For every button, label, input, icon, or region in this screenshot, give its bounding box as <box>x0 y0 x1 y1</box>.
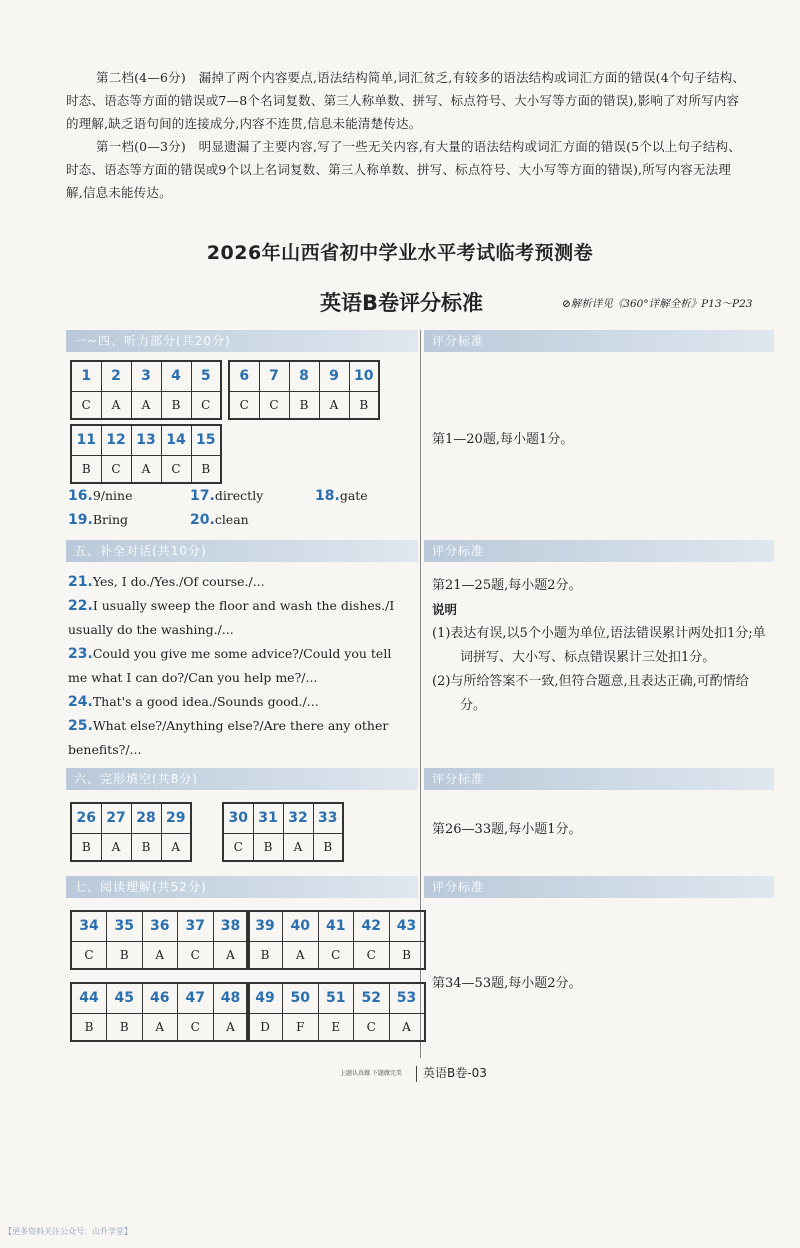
grid-cell: A <box>389 1013 425 1041</box>
grid-cell: 51 <box>318 983 354 1013</box>
grid-cell: A <box>283 941 319 969</box>
grid-cell: 41 <box>318 911 354 941</box>
grid-cell: 46 <box>142 983 178 1013</box>
section-dialog-header <box>66 540 418 562</box>
grid-cell: 23. <box>68 646 93 662</box>
grid-cell: Yes, I do./Yes./Of course./... <box>92 574 265 589</box>
grid-cell: B <box>107 941 143 969</box>
grid-cell: 22. <box>68 598 93 614</box>
grid-cell: clean <box>214 512 249 527</box>
criteria-header-2 <box>424 540 774 562</box>
grid-cell: 13 <box>131 425 161 455</box>
answer-grid-30-33 <box>222 802 344 862</box>
grid-cell: A <box>101 391 131 419</box>
criteria-cloze: 第26—33题,每小题1分。 <box>432 822 582 837</box>
grid-cell: 37 <box>178 911 214 941</box>
section-listening-label: 一~四、听力部分(共20分) <box>74 334 231 348</box>
grid-cell: 1 <box>71 361 101 391</box>
grid-cell: 2 <box>101 361 131 391</box>
grid-cell: 9/nine <box>92 488 133 503</box>
reference-note: ⊘解析详见《360°详解全析》P13～P23 <box>562 298 753 310</box>
grid-cell: 7 <box>259 361 289 391</box>
grid-cell: 36 <box>142 911 178 941</box>
criteria-label: 评分标准 <box>432 880 485 894</box>
criteria-dialog-item-1: (1)表达有误,以5个小题为单位,语法错误累计两处扣1分;单词拼写、大小写、标点错误累计三处扣1分。 <box>432 626 766 665</box>
grid-cell: C <box>178 941 214 969</box>
grid-cell: B <box>247 941 283 969</box>
grid-cell: What else?/Anything else?/Are there any other benefits?/... <box>68 718 389 757</box>
grid-cell: That's a good idea./Sounds good./... <box>92 694 319 709</box>
grid-cell: 6 <box>229 361 259 391</box>
answer-grid-49-53 <box>246 982 426 1042</box>
grid-cell: 10 <box>349 361 379 391</box>
grid-cell: gate <box>339 488 368 503</box>
criteria-header-3 <box>424 768 774 790</box>
grid-cell: 50 <box>283 983 319 1013</box>
criteria-label: 评分标准 <box>432 334 485 348</box>
fill-answer-16 <box>68 488 132 504</box>
grid-cell: 32 <box>283 803 313 833</box>
grid-cell: B <box>71 455 101 483</box>
dialog-answer-25 <box>68 714 414 762</box>
grid-cell: 15 <box>191 425 221 455</box>
answer-grid-1-5 <box>70 360 222 420</box>
criteria-header-1 <box>424 330 774 352</box>
grid-cell: 5 <box>191 361 221 391</box>
grid-cell: 26 <box>71 803 101 833</box>
grid-cell: 11 <box>71 425 101 455</box>
fill-answer-19 <box>68 512 128 528</box>
grid-cell: 44 <box>71 983 107 1013</box>
section-dialog-label: 五、补全对话(共10分) <box>74 544 207 558</box>
criteria-dialog <box>432 574 772 718</box>
grid-cell: 48 <box>213 983 249 1013</box>
grid-cell: 19. <box>68 512 93 528</box>
grid-cell: 42 <box>354 911 390 941</box>
page-footer <box>340 1064 487 1082</box>
grid-cell: B <box>161 391 191 419</box>
grid-cell: 12 <box>101 425 131 455</box>
grid-cell: C <box>354 1013 390 1041</box>
grid-cell: E <box>318 1013 354 1041</box>
grid-cell: C <box>354 941 390 969</box>
scoring-title: 英语B卷评分标准 <box>320 291 484 315</box>
grid-cell: 45 <box>107 983 143 1013</box>
grid-cell: B <box>107 1013 143 1041</box>
answer-grid-11-15 <box>70 424 222 484</box>
grid-cell: 24. <box>68 694 93 710</box>
grid-cell: C <box>71 941 107 969</box>
grade-level-2: 第二档(4—6分) 漏掉了两个内容要点,语法结构简单,词汇贫乏,有较多的语法结构或词汇方面的错误(4个句子结构、时态、语态等方面的错误或7—8个名词复数、第三人称单数、拼写、标点符号、大小写等方面的错误),影响了对所写内容的理解,缺乏语句间的连接成分,内容不连贯,信息未能清楚传达。 <box>66 70 746 131</box>
criteria-header-4 <box>424 876 774 898</box>
criteria-listening: 第1—20题,每小题1分。 <box>432 432 574 447</box>
fill-answer-18 <box>315 488 368 504</box>
grid-cell: 40 <box>283 911 319 941</box>
watermark: 【更多资料关注公众号：山升学堂】 <box>4 1227 132 1236</box>
section-cloze-label: 六、完形填空(共8分) <box>74 772 198 786</box>
dialog-answers <box>68 570 414 762</box>
section-listening-header <box>66 330 418 352</box>
grid-cell: 35 <box>107 911 143 941</box>
grid-cell: 38 <box>213 911 249 941</box>
answer-grid-26-29 <box>70 802 192 862</box>
grid-cell: 3 <box>131 361 161 391</box>
grid-cell: C <box>229 391 259 419</box>
grid-cell: 4 <box>161 361 191 391</box>
grid-cell: F <box>283 1013 319 1041</box>
grid-cell: C <box>259 391 289 419</box>
grid-cell: A <box>101 833 131 861</box>
grid-cell: 47 <box>178 983 214 1013</box>
grid-cell: B <box>289 391 319 419</box>
answer-grid-6-10 <box>228 360 380 420</box>
grid-cell: B <box>253 833 283 861</box>
grid-cell: A <box>142 1013 178 1041</box>
grid-cell: A <box>319 391 349 419</box>
answer-grid-34-38 <box>70 910 250 970</box>
section-cloze-header <box>66 768 418 790</box>
fill-answer-20 <box>190 512 249 528</box>
dialog-answer-24 <box>68 690 414 714</box>
grid-cell: A <box>131 391 161 419</box>
grid-cell: 34 <box>71 911 107 941</box>
grid-cell: C <box>223 833 253 861</box>
intro-text <box>66 66 746 204</box>
grid-cell: B <box>349 391 379 419</box>
page-number: 英语B卷-03 <box>423 1066 487 1080</box>
criteria-label: 评分标准 <box>432 544 485 558</box>
grid-cell: B <box>313 833 343 861</box>
grid-cell: 43 <box>389 911 425 941</box>
grid-cell: 21. <box>68 574 93 590</box>
fill-answer-17 <box>190 488 263 504</box>
grid-cell: A <box>213 1013 249 1041</box>
dialog-answer-23 <box>68 642 414 690</box>
grid-cell: B <box>191 455 221 483</box>
criteria-dialog-item-2: (2)与所给答案不一致,但符合题意,且表达正确,可酌情给分。 <box>432 674 749 713</box>
grid-cell: B <box>389 941 425 969</box>
footer-separator <box>416 1066 417 1082</box>
exam-title: 2026年山西省初中学业水平考试临考预测卷 <box>206 242 594 264</box>
grid-cell: 53 <box>389 983 425 1013</box>
grid-cell: 29 <box>161 803 191 833</box>
criteria-reading: 第34—53题,每小题2分。 <box>432 976 582 991</box>
dialog-answer-21 <box>68 570 414 594</box>
grid-cell: directly <box>214 488 264 503</box>
criteria-dialog-line: 第21—25题,每小题2分。 <box>432 578 582 593</box>
grid-cell: 28 <box>131 803 161 833</box>
grid-cell: B <box>71 1013 107 1041</box>
criteria-label: 评分标准 <box>432 772 485 786</box>
criteria-dialog-note: 说明 <box>432 602 458 617</box>
grid-cell: 18. <box>315 488 340 504</box>
grid-cell: A <box>213 941 249 969</box>
grade-level-1: 第一档(0—3分) 明显遗漏了主要内容,写了一些无关内容,有大量的语法结构或词汇方面的错误(5个以上句子结构、时态、语态等方面的错误或9个以上名词复数、第三人称单数、拼写、标点符号、大小写等方面的错误),所写内容无法理解,信息未能传达。 <box>66 139 741 200</box>
grid-cell: C <box>101 455 131 483</box>
grid-cell: A <box>161 833 191 861</box>
grid-cell: 25. <box>68 718 93 734</box>
grid-cell: 27 <box>101 803 131 833</box>
grid-cell: B <box>71 833 101 861</box>
grid-cell: 39 <box>247 911 283 941</box>
grid-cell: C <box>71 391 101 419</box>
grid-cell: B <box>131 833 161 861</box>
grid-cell: 9 <box>319 361 349 391</box>
grid-cell: Bring <box>92 512 129 527</box>
grid-cell: C <box>178 1013 214 1041</box>
grid-cell: 49 <box>247 983 283 1013</box>
grid-cell: D <box>247 1013 283 1041</box>
grid-cell: C <box>318 941 354 969</box>
answer-grid-39-43 <box>246 910 426 970</box>
grid-cell: 33 <box>313 803 343 833</box>
section-reading-header <box>66 876 418 898</box>
grid-cell: C <box>161 455 191 483</box>
grid-cell: Could you give me some advice?/Could you tell me what I can do?/Can you help me?/... <box>68 646 392 685</box>
grid-cell: 30 <box>223 803 253 833</box>
grid-cell: C <box>191 391 221 419</box>
grid-cell: 31 <box>253 803 283 833</box>
grid-cell: 8 <box>289 361 319 391</box>
grid-cell: 17. <box>190 488 215 504</box>
grid-cell: 52 <box>354 983 390 1013</box>
publisher-logo: 上题认真做 下题做完美 <box>340 1069 402 1077</box>
answer-grid-44-48 <box>70 982 250 1042</box>
section-reading-label: 七、阅读理解(共52分) <box>74 880 207 894</box>
grid-cell: 16. <box>68 488 93 504</box>
grid-cell: 14 <box>161 425 191 455</box>
grid-cell: I usually sweep the floor and wash the dishes./I usually do the washing./... <box>68 598 395 637</box>
grid-cell: A <box>131 455 161 483</box>
dialog-answer-22 <box>68 594 414 642</box>
grid-cell: 20. <box>190 512 215 528</box>
grid-cell: A <box>283 833 313 861</box>
grid-cell: A <box>142 941 178 969</box>
